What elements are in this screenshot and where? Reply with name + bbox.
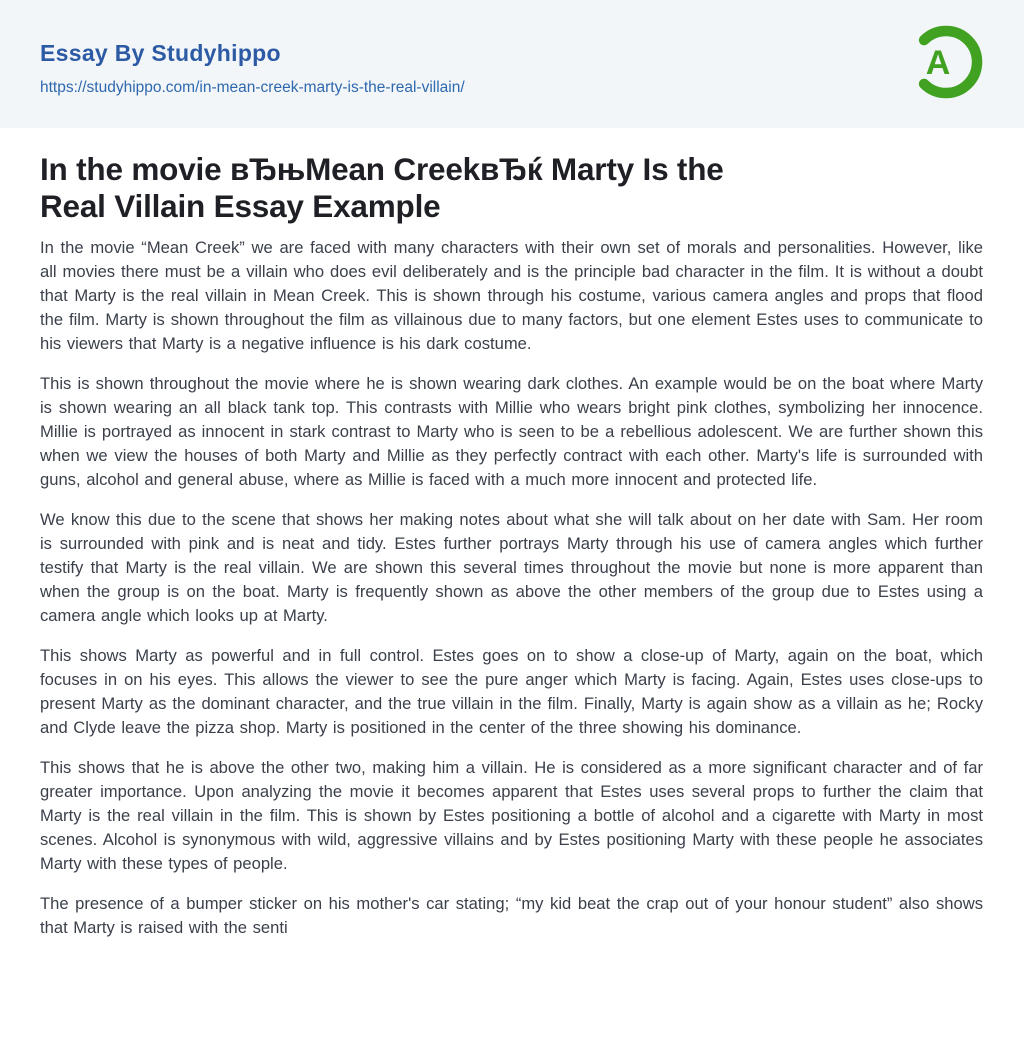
- essay-paragraph: This is shown throughout the movie where he is shown wearing dark clothes. An example would be on the boat where Marty is shown wearing an all black tank top. This contrasts with Millie who wears bright pink clothes, symbolizing her innocence. Millie is portrayed as innocent in stark contrast to Marty who is seen to be a rebellious adolescent. We are further shown this when we view the houses of both Marty and Millie as they perfectly contract with each other. Marty's life is surrounded with guns, alcohol and general abuse, where as Millie is faced with a much more innocent and protected life.: [40, 374, 983, 489]
- logo-arc-icon: [906, 19, 986, 105]
- essay-paragraph: In the movie “Mean Creek” we are faced with many characters with their own set of morals and personalities. However, like all movies there must be a villain who does evil deliberately and is the principle bad character in the film. It is without a doubt that Marty is the real villain in Mean Creek. This is shown through his costume, various camera angles and props that flood the film. Marty is shown throughout the film as villainous due to many factors, but one element Estes uses to communicate to his viewers that Marty is a negative influence is his dark costume.: [40, 238, 983, 353]
- essay-paragraph: We know this due to the scene that shows her making notes about what she will talk about on her date with Sam. Her room is surrounded with pink and is neat and tidy. Estes further portrays Marty through his use of camera angles which further testify that Marty is the real villain. We are shown this several times throughout the movie but none is more apparent than when the group is on the boat. Marty is frequently shown as above the other members of the group due to Estes using a camera angle which looks up at Marty.: [40, 510, 983, 625]
- page-header: [0, 0, 1024, 128]
- page-url-link[interactable]: https://studyhippo.com/in-mean-creek-marty-is-the-real-villain/: [40, 79, 465, 97]
- title-line-2: Real Villain Essay Example: [40, 188, 441, 224]
- studyhippo-logo: [906, 19, 986, 105]
- essay-content: [0, 151, 1024, 940]
- essay-body: [40, 236, 983, 940]
- title-line-1: In the movie вЂњMean CreekвЂќ Marty Is the: [40, 151, 724, 187]
- site-label: Essay By Studyhippo: [40, 40, 281, 66]
- article-title: [40, 151, 983, 225]
- essay-paragraph: The presence of a bumper sticker on his mother's car stating; “my kid beat the crap out of your honour student” also shows that Marty is raised with the senti: [40, 894, 983, 937]
- essay-paragraph: This shows that he is above the other two, making him a villain. He is considered as a more significant character and of far greater importance. Upon analyzing the movie it becomes apparent that Estes uses several props to further the claim that Marty is the real villain in the film. This is shown by Estes positioning a bottle of alcohol and a cigarette with Marty in most scenes. Alcohol is synonymous with wild, aggressive villains and by Estes positioning Marty with these people he associates Marty with these types of people.: [40, 758, 983, 873]
- logo-letter: A: [925, 44, 951, 82]
- essay-paragraph: This shows Marty as powerful and in full control. Estes goes on to show a close-up of Marty, again on the boat, which focuses in on his eyes. This allows the viewer to see the pure anger which Marty is facing. Again, Estes uses close-ups to present Marty as the dominant character, and the true villain in the film. Finally, Marty is again show as a villain as he; Rocky and Clyde leave the pizza shop. Marty is positioned in the center of the three showing his dominance.: [40, 646, 983, 737]
